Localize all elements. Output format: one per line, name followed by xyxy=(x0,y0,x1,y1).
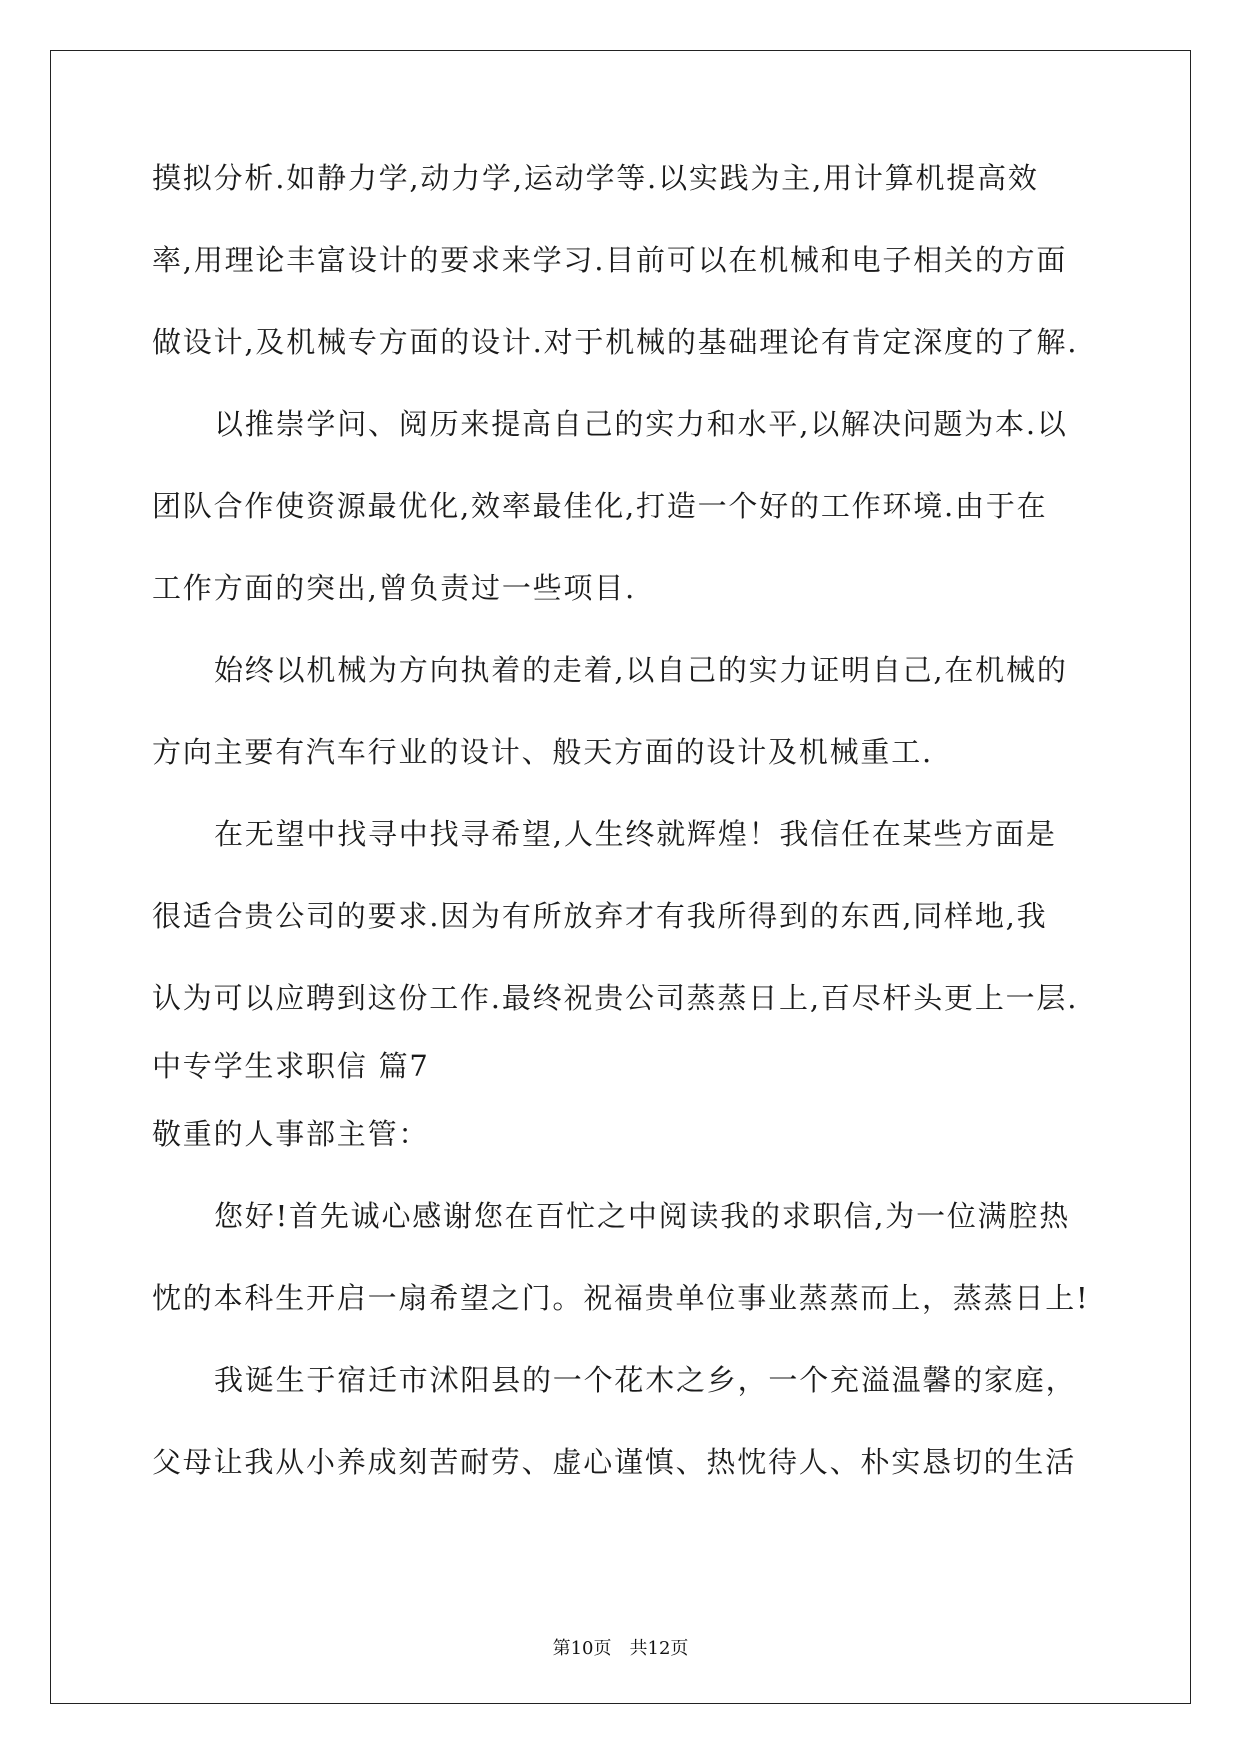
salutation: 敬重的人事部主管： xyxy=(152,1117,430,1151)
paragraph-line: 方向主要有汽车行业的设计、般天方面的设计及机械重工. xyxy=(152,735,934,769)
paragraph-line: 始终以机械为方向执着的走着,以自己的实力证明自己,在机械的 xyxy=(214,653,1068,687)
paragraph-line: 率,用理论丰富设计的要求来学习.目前可以在机械和电子相关的方面 xyxy=(152,243,1068,277)
paragraph-line: 以推崇学问、阅历来提高自己的实力和水平,以解决问题为本.以 xyxy=(214,407,1068,441)
paragraph-line: 摸拟分析.如静力学,动力学,运动学等.以实践为主,用计算机提高效 xyxy=(152,161,1039,195)
paragraph-line: 您好!首先诚心感谢您在百忙之中阅读我的求职信,为一位满腔热 xyxy=(214,1199,1071,1233)
paragraph-line: 工作方面的突出,曾负责过一些项目. xyxy=(152,571,637,605)
paragraph-line: 我诞生于宿迁市沭阳县的一个花木之乡，一个充溢温馨的家庭， xyxy=(214,1363,1077,1397)
page-number: 第10页 共12页 xyxy=(552,1638,689,1659)
document-body xyxy=(152,157,1090,1523)
paragraph-line: 忱的本科生开启一扇希望之门。祝福贵单位事业蒸蒸而上，蒸蒸日上! xyxy=(152,1281,1090,1315)
paragraph-line: 在无望中找寻中找寻希望,人生终就辉煌！我信任在某些方面是 xyxy=(214,817,1057,851)
paragraph-line: 做设计,及机械专方面的设计.对于机械的基础理论有肯定深度的了解. xyxy=(152,325,1079,359)
paragraph-line: 很适合贵公司的要求.因为有所放弃才有我所得到的东西,同样地,我 xyxy=(152,899,1048,933)
paragraph-line: 团队合作使资源最优化,效率最佳化,打造一个好的工作环境.由于在 xyxy=(152,489,1048,523)
paragraph-line: 认为可以应聘到这份工作.最终祝贵公司蒸蒸日上,百尽杆头更上一层. xyxy=(152,981,1079,1015)
section-heading: 中专学生求职信 篇7 xyxy=(152,1049,430,1083)
paragraph-line: 父母让我从小养成刻苦耐劳、虚心谨慎、热忱待人、朴实恳切的生活 xyxy=(152,1445,1077,1479)
